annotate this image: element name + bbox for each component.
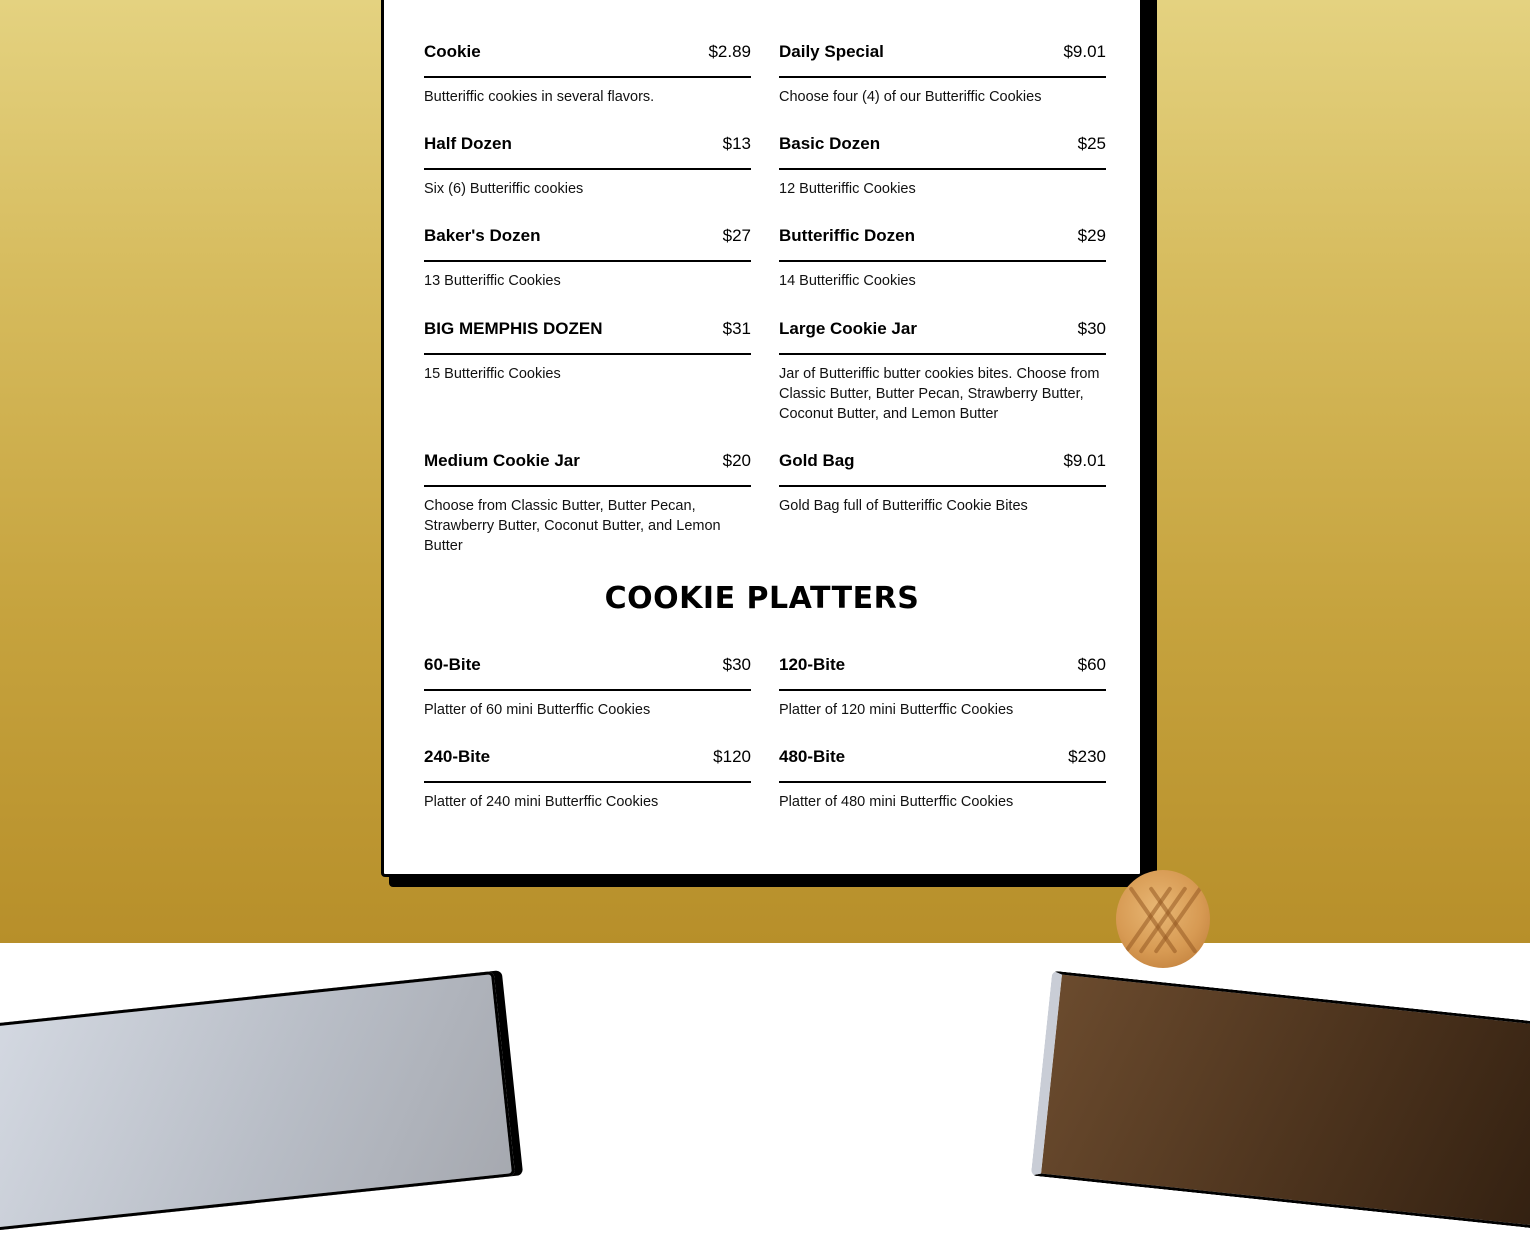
item-name: Gold Bag <box>779 451 855 470</box>
menu-item[interactable] <box>424 747 751 812</box>
item-price: $25 <box>1077 134 1106 153</box>
item-price: $29 <box>1077 226 1106 245</box>
item-price: $2.89 <box>708 42 751 61</box>
item-name: 480-Bite <box>779 747 846 766</box>
menu-item[interactable] <box>779 226 1106 291</box>
menu-item[interactable] <box>424 134 751 199</box>
item-price: $20 <box>722 451 751 470</box>
menu-item[interactable] <box>424 451 751 556</box>
silver-panel-image <box>0 971 515 1235</box>
item-name: Medium Cookie Jar <box>424 451 580 470</box>
item-name: 240-Bite <box>424 747 491 766</box>
item-description: Butteriffic cookies in several flavors. <box>424 89 655 105</box>
menu-item[interactable] <box>424 42 751 107</box>
menu-item[interactable] <box>424 226 751 291</box>
menu-item[interactable] <box>779 42 1106 107</box>
item-price: $30 <box>1077 319 1106 338</box>
item-name: Cookie <box>424 42 481 61</box>
item-description: 13 Butteriffic Cookies <box>424 273 561 289</box>
item-name: Baker's Dozen <box>424 226 541 245</box>
item-price: $60 <box>1077 655 1106 674</box>
item-description: Choose four (4) of our Butteriffic Cookies <box>779 89 1042 105</box>
cookie-image <box>1116 870 1210 968</box>
menu-item[interactable] <box>779 134 1106 199</box>
item-name: Basic Dozen <box>779 134 881 153</box>
item-price: $9.01 <box>1063 42 1106 61</box>
item-name: 60-Bite <box>424 655 481 674</box>
item-description: Choose from Classic Butter, Butter Pecan, Strawberry Butter, Coconut Butter, and Lemon Butter <box>424 498 721 554</box>
item-price: $27 <box>722 226 751 245</box>
menu-card <box>381 0 1143 877</box>
brown-panel-image <box>1031 971 1530 1235</box>
item-description: 12 Butteriffic Cookies <box>779 181 916 197</box>
item-name: Butteriffic Dozen <box>779 226 915 245</box>
menu-item[interactable] <box>779 451 1106 516</box>
menu-item[interactable] <box>779 747 1106 812</box>
item-price: $120 <box>713 747 751 766</box>
item-description: Gold Bag full of Butteriffic Cookie Bites <box>779 498 1028 514</box>
item-description: Platter of 480 mini Butterffic Cookies <box>779 794 1014 810</box>
item-description: 15 Butteriffic Cookies <box>424 366 561 382</box>
item-price: $31 <box>722 319 751 338</box>
item-name: Half Dozen <box>424 134 512 153</box>
item-name: 120-Bite <box>779 655 846 674</box>
item-name: Daily Special <box>779 42 884 61</box>
item-description: Six (6) Butteriffic cookies <box>424 181 584 197</box>
item-price: $9.01 <box>1063 451 1106 470</box>
item-description: Platter of 120 mini Butterffic Cookies <box>779 702 1014 718</box>
menu-item[interactable] <box>779 655 1106 720</box>
item-description: Platter of 60 mini Butterffic Cookies <box>424 702 651 718</box>
item-description: Jar of Butteriffic butter cookies bites. Choose from Classic Butter, Butter Pecan, Strawberry Butter, Coconut Butter, and Lemon Butter <box>779 366 1100 422</box>
item-description: Platter of 240 mini Butterffic Cookies <box>424 794 659 810</box>
menu-item[interactable] <box>424 655 751 720</box>
menu-item[interactable] <box>424 319 751 384</box>
item-name: Large Cookie Jar <box>779 319 917 338</box>
menu-item[interactable] <box>779 319 1106 424</box>
item-description: 14 Butteriffic Cookies <box>779 273 916 289</box>
item-price: $13 <box>722 134 751 153</box>
item-price: $30 <box>722 655 751 674</box>
section-title-cookie-platters: COOKIE PLATTERS <box>604 581 920 616</box>
item-price: $230 <box>1068 747 1106 766</box>
item-name: BIG MEMPHIS DOZEN <box>424 319 603 338</box>
